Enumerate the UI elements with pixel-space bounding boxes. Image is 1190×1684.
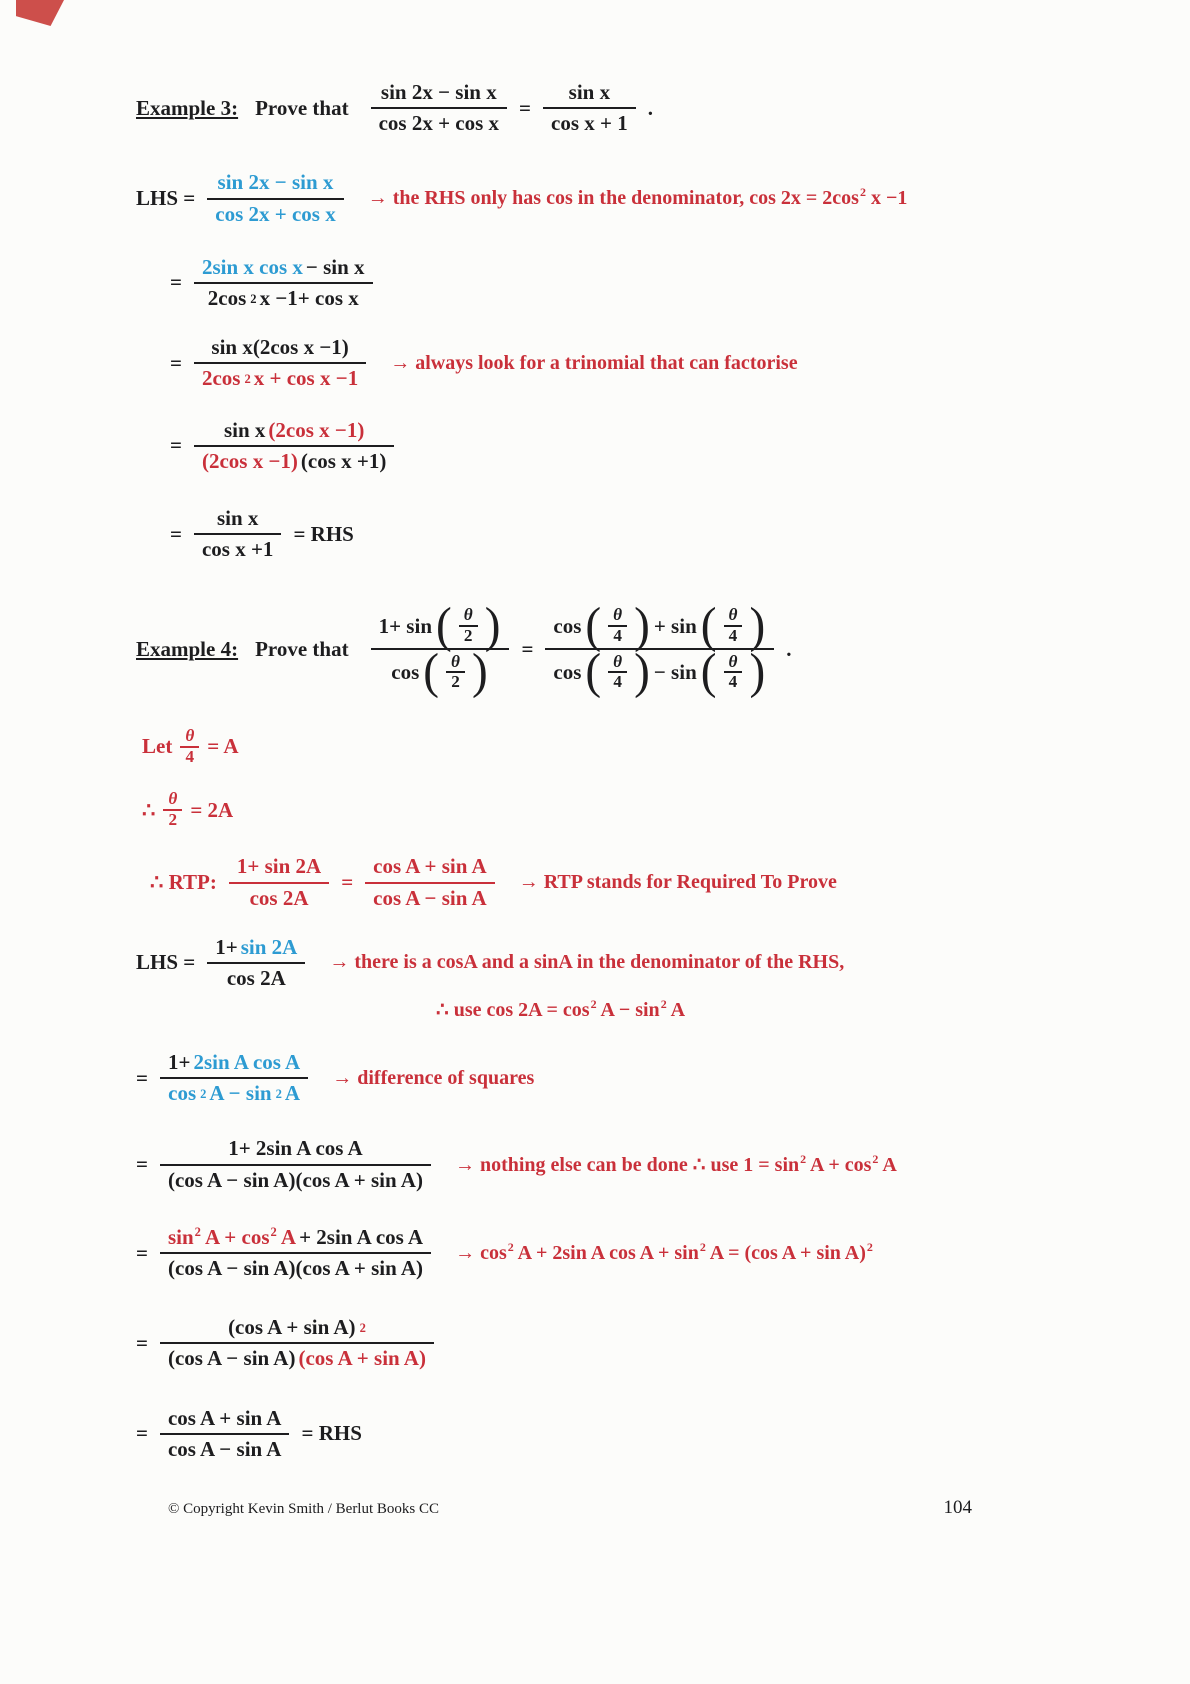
denominator <box>160 1344 434 1373</box>
numerator <box>371 598 510 654</box>
denominator <box>242 884 317 913</box>
math-text: 1+ 2sin A cos A <box>228 1136 363 1161</box>
superscript: 2 <box>866 1239 873 1254</box>
fraction <box>160 1313 434 1373</box>
note-text: A <box>878 1154 897 1177</box>
ex4-therefore-line <box>142 790 1160 830</box>
note-text: A + cos <box>806 1154 872 1177</box>
theta-symbol: θ <box>185 725 195 745</box>
numerator <box>163 790 182 809</box>
numerator <box>203 333 356 362</box>
math-text: 2cos <box>207 285 247 310</box>
right-paren: ) <box>484 598 501 654</box>
math-text: 1+ sin 2A <box>236 854 322 879</box>
superscript: 2 <box>699 1239 706 1254</box>
ex3-prove-text: Prove that <box>255 95 349 120</box>
left-paren: ( <box>423 645 440 700</box>
math-text: (cos A − sin A)(cos A + sin A) <box>168 1256 424 1280</box>
note-text: A + 2sin A cos A + sin <box>513 1241 699 1264</box>
math-text: cos 2A <box>226 965 286 990</box>
fraction <box>194 333 366 393</box>
note-text: A <box>276 1224 297 1249</box>
denominator <box>545 645 774 700</box>
fraction <box>371 598 510 700</box>
ex4-step-3 <box>136 1134 1160 1194</box>
equals-sign: = <box>170 521 182 546</box>
math-text: A − sin <box>209 1081 272 1106</box>
numerator <box>724 653 743 672</box>
ex4-step-1 <box>136 933 1160 993</box>
math-text: (2cos x −1) <box>201 448 298 473</box>
math-text: + 2sin A cos A <box>299 1224 424 1249</box>
ex3-statement <box>136 78 1160 138</box>
math-text: = A <box>207 734 239 758</box>
math-text: cos <box>391 659 420 684</box>
numerator <box>724 606 743 625</box>
math-text: 4 <box>185 746 195 766</box>
theta-fraction <box>608 606 627 646</box>
left-paren: ( <box>585 645 602 700</box>
annotation: → RTP stands for Required To Prove <box>518 871 837 893</box>
ex4-prove-text: Prove that <box>255 636 349 661</box>
math-text: 4 <box>728 672 738 692</box>
denominator <box>608 627 627 646</box>
ex4-statement <box>136 598 1160 700</box>
ex4-step-6 <box>136 1404 1160 1464</box>
note-text: → the RHS only has cos in the denominator, cos 2x = 2cos <box>367 187 859 210</box>
math-text: (cos A + sin A) <box>228 1315 356 1340</box>
numerator <box>373 78 505 107</box>
numerator <box>545 598 774 654</box>
equals-sign: = <box>170 433 182 458</box>
denominator <box>724 627 743 646</box>
ex4-step-1-subnote <box>436 997 1160 1022</box>
numerator <box>160 1404 290 1433</box>
math-text: 1+ <box>215 934 238 959</box>
math-text: 2sin x cos x <box>201 254 303 279</box>
numerator <box>180 727 199 746</box>
fraction <box>160 1404 290 1464</box>
math-text <box>168 1225 296 1250</box>
theta-symbol: θ <box>728 651 738 671</box>
numerator <box>210 168 342 197</box>
superscript: 2 <box>800 1152 807 1167</box>
annotation: → difference of squares <box>332 1066 535 1089</box>
numerator <box>209 504 266 533</box>
fraction <box>545 598 774 700</box>
fraction <box>160 1223 431 1283</box>
right-paren: ) <box>634 645 650 700</box>
fraction <box>229 852 329 912</box>
math-text: sin 2A <box>240 934 298 959</box>
denominator: cos 2 A − sin 2 A <box>168 1081 301 1106</box>
annotation <box>455 1239 873 1265</box>
fraction <box>194 416 394 476</box>
numerator <box>608 606 627 625</box>
let-label: Let <box>142 734 173 758</box>
superscript: 2 <box>872 1152 879 1167</box>
math-text: 2cos <box>201 366 241 391</box>
ex3-step-2 <box>170 253 1160 313</box>
equals-sign: = <box>136 1330 148 1355</box>
rtp-label: ∴ RTP: <box>150 870 217 894</box>
math-text: 4 <box>613 672 622 692</box>
denominator <box>459 627 478 646</box>
math-text: cos A + sin A <box>167 1405 282 1430</box>
math-text: (cos A + sin A) <box>298 1346 426 1371</box>
theta-symbol: θ <box>463 605 473 625</box>
equals-sign: = <box>136 1152 148 1177</box>
numerator <box>561 78 618 107</box>
theta-symbol: θ <box>728 605 738 625</box>
annotation <box>368 187 908 210</box>
numerator <box>365 852 495 881</box>
equals-sign: = <box>170 270 182 295</box>
rhs-label: = RHS <box>293 521 354 546</box>
denominator <box>164 811 183 830</box>
numerator <box>220 1134 371 1163</box>
denominator <box>207 200 343 229</box>
math-text: cos x + 1 <box>551 111 628 136</box>
theta-fraction <box>724 606 743 646</box>
numerator <box>160 1048 308 1077</box>
math-text: + sin <box>653 613 697 638</box>
lhs-label: LHS = <box>136 186 196 211</box>
note-text: A − sin <box>596 999 660 1022</box>
ex4-step-4 <box>136 1223 1160 1283</box>
math-text: cos A − sin A <box>373 885 487 910</box>
fraction <box>207 933 305 993</box>
denominator <box>365 884 495 913</box>
math-text: cos 2A <box>249 885 309 910</box>
note-text: → cos <box>455 1241 507 1264</box>
denominator <box>446 673 465 692</box>
numerator <box>207 933 305 962</box>
math-text: cos 2x + cos x <box>215 201 336 226</box>
page-number: 104 <box>943 1497 972 1518</box>
note-text: ∴ use cos 2A = cos <box>436 999 590 1022</box>
theta-symbol: θ <box>613 651 623 671</box>
period: . <box>786 636 792 661</box>
superscript: 2 <box>270 1224 277 1239</box>
denominator: 2cos 2 x + cos x −1 <box>201 366 359 391</box>
denominator <box>383 645 496 700</box>
ex4-step-2 <box>136 1048 1160 1108</box>
denominator <box>160 1254 431 1283</box>
numerator <box>216 416 372 445</box>
numerator <box>229 852 329 881</box>
therefore-symbol: ∴ <box>142 797 156 822</box>
denominator <box>608 673 627 692</box>
numerator: (cos A + sin A) 2 <box>228 1315 366 1340</box>
equals-sign: = <box>136 1065 148 1090</box>
math-text: (cos x +1) <box>300 448 387 473</box>
note-text: A <box>666 999 686 1022</box>
superscript: 2 <box>859 185 866 200</box>
numerator <box>446 653 465 672</box>
superscript: 2 <box>194 1224 201 1239</box>
note-text: sin <box>167 1224 194 1249</box>
theta-fraction <box>163 790 182 830</box>
denominator <box>219 964 294 993</box>
note-text: x −1 <box>865 187 908 210</box>
theta-symbol: θ <box>168 789 178 809</box>
right-paren: ) <box>634 598 650 654</box>
denominator <box>194 447 394 476</box>
equals-sign: = <box>521 636 534 661</box>
math-text: cos <box>553 613 582 638</box>
period: . <box>647 95 653 120</box>
math-text: (cos A − sin A)(cos A + sin A) <box>167 1167 423 1192</box>
ex4-rtp-line <box>150 852 1160 912</box>
theta-fraction <box>608 653 627 693</box>
theta-symbol: θ <box>613 605 623 625</box>
denominator: 2cos 2 x −1+ cos x <box>207 285 359 310</box>
annotation: → always look for a trinomial that can factorise <box>390 351 798 374</box>
right-paren: ) <box>749 645 766 700</box>
ex4-label: Example 4: <box>136 636 239 661</box>
math-text: 1+ sin <box>378 613 432 638</box>
math-text: sin x <box>568 80 611 104</box>
denominator <box>160 1435 290 1464</box>
ex4-step-5 <box>136 1313 1160 1373</box>
math-text: cos A + sin A <box>373 854 487 879</box>
math-text: (2cos x −1) <box>268 417 365 442</box>
denominator <box>724 673 743 692</box>
superscript: 2 <box>507 1239 514 1254</box>
numerator <box>608 653 627 672</box>
fraction <box>160 1134 431 1194</box>
fraction <box>194 253 373 313</box>
ex3-step-1 <box>136 168 1160 228</box>
math-text: 4 <box>613 626 622 646</box>
math-text: A <box>284 1081 301 1106</box>
denominator <box>194 535 281 564</box>
math-text: cos 2x + cos x <box>378 111 500 136</box>
left-paren: ( <box>700 645 717 700</box>
left-paren: ( <box>585 598 602 654</box>
fraction <box>160 1048 308 1108</box>
math-text: sin x(2cos x −1) <box>211 335 349 360</box>
math-text: = 2A <box>190 797 234 822</box>
math-text: cos <box>168 1081 197 1106</box>
math-text: sin 2x − sin x <box>380 80 497 104</box>
denominator <box>543 109 636 138</box>
theta-symbol: θ <box>451 651 460 671</box>
fraction <box>365 852 495 912</box>
math-text: (cos A − sin A) <box>167 1346 296 1371</box>
equals-sign: = <box>136 1421 148 1446</box>
equals-sign: = <box>341 870 354 894</box>
left-paren: ( <box>700 598 717 654</box>
numerator <box>160 1223 431 1252</box>
denominator <box>160 1166 431 1195</box>
ex3-step-4 <box>170 416 1160 476</box>
ex3-label: Example 3: <box>136 95 239 120</box>
math-text: sin 2x − sin x <box>217 170 334 195</box>
theta-fraction <box>446 653 465 693</box>
ex3-step-5 <box>170 504 1160 564</box>
fraction <box>207 168 343 228</box>
math-text: − sin <box>653 659 697 684</box>
note-text: A + cos <box>200 1224 270 1249</box>
equals-sign: = <box>136 1240 148 1265</box>
note-text: A = (cos A + sin A) <box>705 1241 866 1264</box>
numerator <box>459 606 478 625</box>
equals-sign: = <box>519 95 532 120</box>
equals-sign: = <box>170 350 182 375</box>
note-text: → nothing else can be done ∴ use 1 = sin <box>454 1154 800 1177</box>
theta-fraction <box>180 727 199 767</box>
math-text: cos <box>553 659 582 684</box>
denominator <box>371 109 507 138</box>
math-text: 2 <box>463 626 473 646</box>
red-corner-mark <box>16 0 64 26</box>
lhs-label: LHS = <box>136 950 196 975</box>
superscript: 2 <box>590 997 597 1012</box>
math-text: 4 <box>728 626 738 646</box>
numerator <box>194 253 373 282</box>
denominator <box>180 748 199 767</box>
right-paren: ) <box>749 598 766 654</box>
math-text: 2 <box>168 810 178 830</box>
fraction <box>194 504 281 564</box>
theta-fraction <box>724 653 743 693</box>
theta-fraction <box>459 606 478 646</box>
math-text: − sin x <box>305 254 365 279</box>
copyright-notice: © Copyright Kevin Smith / Berlut Books CC <box>168 1501 439 1517</box>
math-text: sin x <box>216 505 259 530</box>
annotation <box>455 1152 897 1177</box>
right-paren: ) <box>471 645 488 700</box>
math-text: cos A − sin A <box>167 1436 282 1461</box>
fraction <box>371 78 507 138</box>
rhs-label: = RHS <box>301 1421 362 1446</box>
ex3-step-3 <box>170 333 1160 393</box>
math-text: x + cos x −1 <box>253 366 359 391</box>
math-text: sin x <box>223 417 266 442</box>
math-text: 2sin A cos A <box>193 1050 301 1075</box>
annotation: → there is a cosA and a sinA in the denominator of the RHS, <box>329 951 845 974</box>
math-text: 1+ <box>167 1050 191 1075</box>
page-footer <box>168 1497 972 1519</box>
superscript: 2 <box>660 997 667 1012</box>
fraction <box>543 78 636 138</box>
math-text: 2 <box>451 672 460 692</box>
math-text: x −1+ cos x <box>259 285 359 310</box>
math-text: cos x +1 <box>201 537 274 562</box>
left-paren: ( <box>436 598 452 654</box>
ex4-let-line <box>142 727 1160 767</box>
page-content <box>136 78 1160 1464</box>
